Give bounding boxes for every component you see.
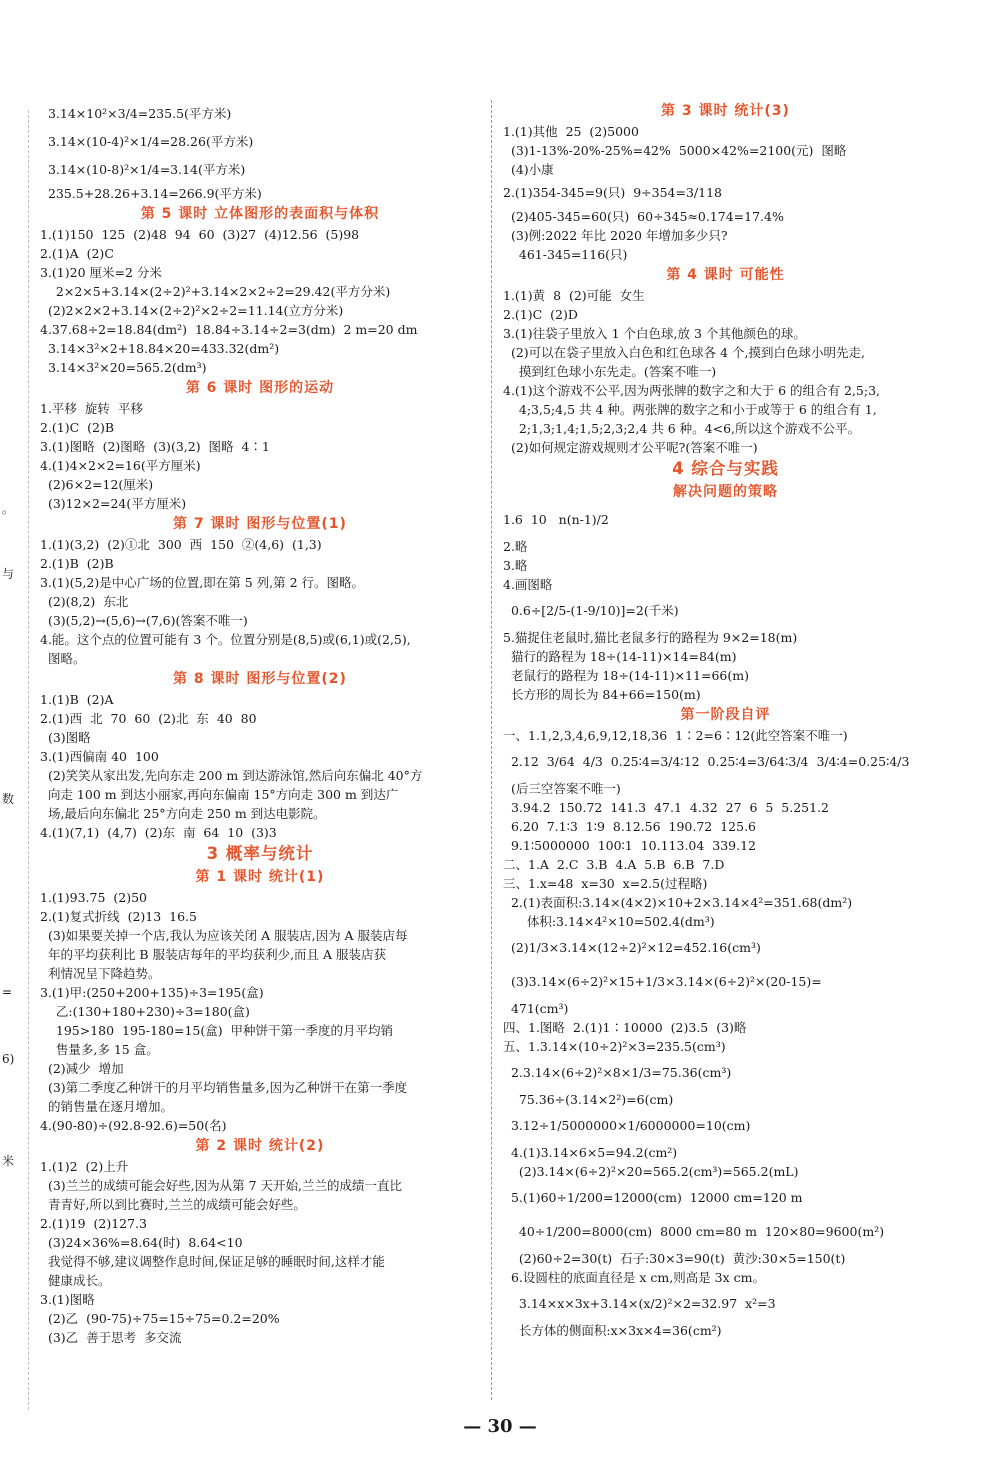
answer-line: (3)1-13%-20%-25%=42% 5000×42%=2100(元) 图略 [503,143,847,158]
edge-fragment: = [2,985,13,999]
answer-line: 40÷1/200=8000(cm) 8000 cm=80 m 120×80=9600(m²) [503,1224,885,1239]
answer-line: 向走 100 m 到达小丽家,再向东偏南 15°方向走 300 m 到达广 [40,787,399,802]
lesson-heading: 第 2 课时 统计(2) [195,1138,325,1154]
answer-line: (后三空答案不唯一) [503,781,621,796]
answer-line: 3.略 [503,558,528,573]
unit-heading: 4 综合与实践 [672,459,779,478]
answer-line: 3.14×10²×3/4=235.5(平方米) [40,106,232,121]
answer-line: 图略。 [40,651,86,666]
answer-line: 长方体的侧面积:x×3x×4=36(cm²) [503,1323,722,1338]
answer-line: 2.(1)表面积:3.14×(4×2)×10+2×3.14×4²=351.68(dm²) [503,895,853,910]
answer-line: 五、1.3.14×(10÷2)²×3=235.5(cm³) [503,1039,726,1054]
answer-line: 461-345=116(只) [503,247,628,262]
answer-line: 3.14×(10-4)²×1/4=28.26(平方米) [40,134,254,149]
answer-line: (3)乙 善于思考 多交流 [40,1330,182,1345]
answer-line: 2.(1)354-345=9(只) 9÷354=3/118 [503,185,722,200]
answer-line: 3.(1)西偏南 40 100 [40,749,159,764]
answer-line: (2)60÷2=30(t) 石子:30×3=90(t) 黄沙:30×5=150(t) [503,1251,846,1266]
answer-line: 4.能。这个点的位置可能有 3 个。位置分别是(8,5)或(6,1)或(2,5), [40,632,411,647]
answer-line: (3)如果要关掉一个店,我认为应该关闭 A 服装店,因为 A 服装店每 [40,928,408,943]
answer-line: (2)乙 (90-75)÷75=15÷75=0.2=20% [40,1311,280,1326]
answer-line: 2.3.14×(6÷2)²×8×1/3=75.36(cm³) [503,1065,732,1080]
answer-line: 我觉得不够,建议调整作息时间,保证足够的睡眠时间,这样才能 [40,1254,385,1269]
answer-line: (3)12×2=24(平方厘米) [40,496,187,511]
answer-column-left [40,100,480,1347]
lesson-heading: 第 6 课时 图形的运动 [185,380,335,396]
answer-line: 售量多,多 15 盒。 [40,1042,159,1057]
answer-line: 1.(1)150 125 (2)48 94 60 (3)27 (4)12.56 (5)98 [40,227,360,242]
edge-fragment: 6) [2,1052,15,1066]
answer-line: 1.(1)B (2)A [40,692,114,707]
answer-line: 1.(1)黄 8 (2)可能 女生 [503,288,645,303]
answer-line: 3.14×3²×2+18.84×20=433.32(dm²) [40,341,280,356]
answer-line: 利情况呈下降趋势。 [40,966,161,981]
lesson-heading: 第 7 课时 图形与位置(1) [173,516,347,532]
answer-line: 3.14×x×3x+3.14×(x/2)²×2=32.97 x²=3 [503,1296,776,1311]
edge-fragment: 米 [2,1154,15,1168]
answer-line: 9.1∶5000000 100∶1 10.113.04 339.12 [503,838,757,853]
answer-line: (3)兰兰的成绩可能会好些,因为从第 7 天开始,兰兰的成绩一直比 [40,1178,403,1193]
answer-line: 2.(1)C (2)D [503,307,578,322]
unit-heading: 3 概率与统计 [206,844,314,863]
answer-line: 4.(1)这个游戏不公平,因为两张牌的数字之和大于 6 的组合有 2,5;3, [503,383,880,398]
answer-line: 摸到红色球小东先走。(答案不唯一) [503,364,717,379]
answer-line: 2.(1)C (2)B [40,420,115,435]
answer-line: 4.(1)4×2×2=16(平方厘米) [40,458,201,473]
answer-line: (3)第二季度乙种饼干的月平均销售量多,因为乙种饼干在第一季度 [40,1080,408,1095]
lesson-heading: 第 1 课时 统计(1) [195,869,325,885]
answer-line: 0.6÷[2/5-(1-9/10)]=2(千米) [503,603,679,618]
answer-line: (2)笑笑从家出发,先向东走 200 m 到达游泳馆,然后向东偏北 40°方 [40,768,423,783]
lesson-heading: 第 3 课时 统计(3) [661,103,790,119]
answer-line: 1.6 10 n(n-1)/2 [503,512,609,527]
answer-line: 二、1.A 2.C 3.B 4.A 5.B 6.B 7.D [503,857,725,872]
answer-line: 4.37.68÷2=18.84(dm²) 18.84÷3.14÷2=3(dm) 2 m=20 dm [40,322,418,337]
answer-line: 3.(1)图略 (2)图略 (3)(3,2) 图略 4∶1 [40,439,270,454]
answer-line: 195>180 195-180=15(盒) 甲种饼干第一季度的月平均销 [40,1023,394,1038]
answer-line: 4.(1)3.14×6×5=94.2(cm²) [503,1145,678,1160]
answer-line: 乙:(130+180+230)÷3=180(盒) [40,1004,250,1019]
answer-line: 场,最后向东偏北 25°方向走 250 m 到达电影院。 [40,806,326,821]
answer-line: 老鼠行的路程为 18÷(14-11)×11=66(m) [503,668,749,683]
answer-line: 75.36÷(3.14×2²)=6(cm) [503,1092,674,1107]
answer-line: (3)图略 [40,730,91,745]
answer-line: 1.(1)93.75 (2)50 [40,890,147,905]
answer-line: 1.(1)(3,2) (2)①北 300 西 150 ②(4,6) (1,3) [40,537,322,552]
answer-line: 3.(1)20 厘米=2 分米 [40,265,162,280]
answer-line: 2.略 [503,539,528,554]
answer-line: (3)24×36%=8.64(时) 8.64<10 [40,1235,243,1250]
answer-line: 1.平移 旋转 平移 [40,401,143,416]
answer-line: 2.(1)西 北 70 60 (2)北 东 40 80 [40,711,257,726]
answer-line: 4;3,5;4,5 共 4 种。两张牌的数字之和小于或等于 6 的组合有 1, [503,402,877,417]
answer-line: (2)1/3×3.14×(12÷2)²×12=452.16(cm³) [503,940,761,955]
lesson-heading: 第一阶段自评 [680,707,771,723]
answer-line: 2.(1)A (2)C [40,246,114,261]
answer-line: 6.20 7.1∶3 1∶9 8.12.56 190.72 125.6 [503,819,756,834]
answer-line: 3.(1)(5,2)是中心广场的位置,即在第 5 列,第 2 行。图略。 [40,575,365,590]
answer-line: (3)例:2022 年比 2020 年增加多少只? [503,228,728,243]
answer-line: 3.12÷1/5000000×1/6000000=10(cm) [503,1118,751,1133]
answer-line: 3.(1)往袋子里放入 1 个白色球,放 3 个其他颜色的球。 [503,326,806,341]
answer-line: (2)如何规定游戏规则才公平呢?(答案不唯一) [503,440,758,455]
answer-line: 长方形的周长为 84+66=150(m) [503,687,701,702]
lesson-heading: 第 4 课时 可能性 [666,267,785,283]
answer-line: 体积:3.14×4²×10=502.4(dm³) [503,914,715,929]
answer-line: 1.(1)2 (2)上升 [40,1159,129,1174]
edge-fragment: 与 [2,567,15,581]
answer-line: 2.(1)19 (2)127.3 [40,1216,147,1231]
edge-fragment: 数 [2,792,15,806]
answer-line: 471(cm³) [503,1001,569,1016]
answer-line: (3)(5,2)→(5,6)→(7,6)(答案不唯一) [40,613,248,628]
answer-line: (2)3.14×(6÷2)²×20=565.2(cm³)=565.2(mL) [503,1164,799,1179]
answer-line: (4)小康 [503,162,554,177]
answer-line: 3.14×3²×20=565.2(dm³) [40,360,207,375]
answer-line: 2×2×5+3.14×(2÷2)²+3.14×2×2÷2=29.42(平方分米) [40,284,391,299]
answer-line: (2)6×2=12(厘米) [40,477,154,492]
answer-line: 3.94.2 150.72 141.3 47.1 4.32 27 6 5 5.251.2 [503,800,829,815]
lesson-heading: 第 8 课时 图形与位置(2) [173,671,347,687]
answer-line: 4.(90-80)÷(92.8-92.6)=50(名) [40,1118,227,1133]
lesson-heading: 第 5 课时 立体图形的表面积与体积 [140,206,380,222]
answer-line: 3.(1)甲:(250+200+135)÷3=195(盒) [40,985,264,1000]
answer-line: 4.(1)(7,1) (4,7) (2)东 南 64 10 (3)3 [40,825,277,840]
answer-line: (2)2×2×2+3.14×(2÷2)²×2÷2=11.14(立方分米) [40,303,344,318]
column-divider [491,100,492,1400]
answer-line: 青青好,所以到比赛时,兰兰的成绩可能会好些。 [40,1197,306,1212]
answer-line: 2.12 3/64 4/3 0.25∶4=3/4∶12 0.25∶4=3/64∶3/4 3/4∶4=0.25∶4/3 [503,754,910,769]
answer-line: 猫行的路程为 18÷(14-11)×14=84(m) [503,649,737,664]
answer-line: 5.猫捉住老鼠时,猫比老鼠多行的路程为 9×2=18(m) [503,630,798,645]
answer-line: 一、1.1,2,3,4,6,9,12,18,36 1∶2=6∶12(此空答案不唯一) [503,728,848,743]
page-number: — 30 — [463,1416,537,1437]
answer-line: 4.画图略 [503,577,553,592]
answer-line: 健康成长。 [40,1273,111,1288]
answer-line: (2)405-345=60(只) 60÷345≈0.174=17.4% [503,209,784,224]
answer-line: (2)可以在袋子里放入白色和红色球各 4 个,摸到白色球小明先走, [503,345,866,360]
lesson-heading: 解决问题的策略 [673,484,778,500]
answer-line: 四、1.图略 2.(1)1∶10000 (2)3.5 (3)略 [503,1020,747,1035]
answer-line: (2)(8,2) 东北 [40,594,129,609]
answer-line: (2)减少 增加 [40,1061,124,1076]
edge-fragment: 。 [2,502,15,516]
answer-line: 5.(1)60÷1/200=12000(cm) 12000 cm=120 m [503,1190,803,1205]
page-edge-rule [28,110,29,1410]
answer-line: 2.(1)复式折线 (2)13 16.5 [40,909,197,924]
answer-column-right [503,100,948,1340]
answer-line: 年的平均获利比 B 服装店每年的平均获利少,而且 A 服装店获 [40,947,387,962]
answer-line: 2.(1)B (2)B [40,556,114,571]
answer-line: 的销售量在逐月增加。 [40,1099,173,1114]
answer-line: 1.(1)其他 25 (2)5000 [503,124,639,139]
answer-line: 235.5+28.26+3.14=266.9(平方米) [40,186,262,201]
answer-line: 三、1.x=48 x=30 x=2.5(过程略) [503,876,708,891]
answer-line: 3.(1)图略 [40,1292,95,1307]
answer-line: (3)3.14×(6÷2)²×15+1/3×3.14×(6÷2)²×(20-15)= [503,974,822,989]
answer-line: 3.14×(10-8)²×1/4=3.14(平方米) [40,162,246,177]
answer-line: 6.设圆柱的底面直径是 x cm,则高是 3x cm。 [503,1270,766,1285]
answer-line: 2;1,3;1,4;1,5;2,3;2,4 共 6 种。4<6,所以这个游戏不公平。 [503,421,861,436]
